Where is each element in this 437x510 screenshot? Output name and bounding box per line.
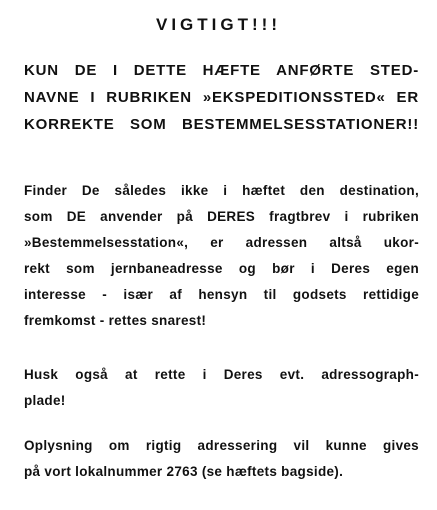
paragraph-line: på vort lokalnummer 2763 (se hæftets bagside). <box>24 464 344 479</box>
warning-block <box>24 57 419 138</box>
paragraph-contact <box>24 433 419 485</box>
paragraph-destination <box>24 178 419 334</box>
paragraph-line: plade! <box>24 393 66 408</box>
warning-line: NAVNE I RUBRIKEN »EKSPEDITIONSSTED« ER <box>24 89 419 106</box>
paragraph-line: som DE anvender på DERES fragtbrev i rubriken <box>24 209 419 224</box>
paragraph-adressograph <box>24 362 419 414</box>
page-title: VIGTIGT!!! <box>156 15 281 34</box>
paragraph-line: rekt som jernbaneadresse og bør i Deres egen <box>24 261 419 276</box>
paragraph-line: »Bestemmelsesstation«, er adressen altså ukor- <box>24 235 419 250</box>
paragraph-line: interesse - især af hensyn til godsets rettidige <box>24 287 419 302</box>
paragraph-line: Husk også at rette i Deres evt. adressograph- <box>24 367 419 382</box>
paragraph-line: Oplysning om rigtig adressering vil kunne gives <box>24 438 419 453</box>
warning-line: KUN DE I DETTE HÆFTE ANFØRTE STED- <box>24 62 419 79</box>
warning-line: KORREKTE SOM BESTEMMELSESSTATIONER!! <box>24 116 419 133</box>
paragraph-line: fremkomst - rettes snarest! <box>24 313 207 328</box>
paragraph-line: Finder De således ikke i hæftet den destination, <box>24 183 419 198</box>
